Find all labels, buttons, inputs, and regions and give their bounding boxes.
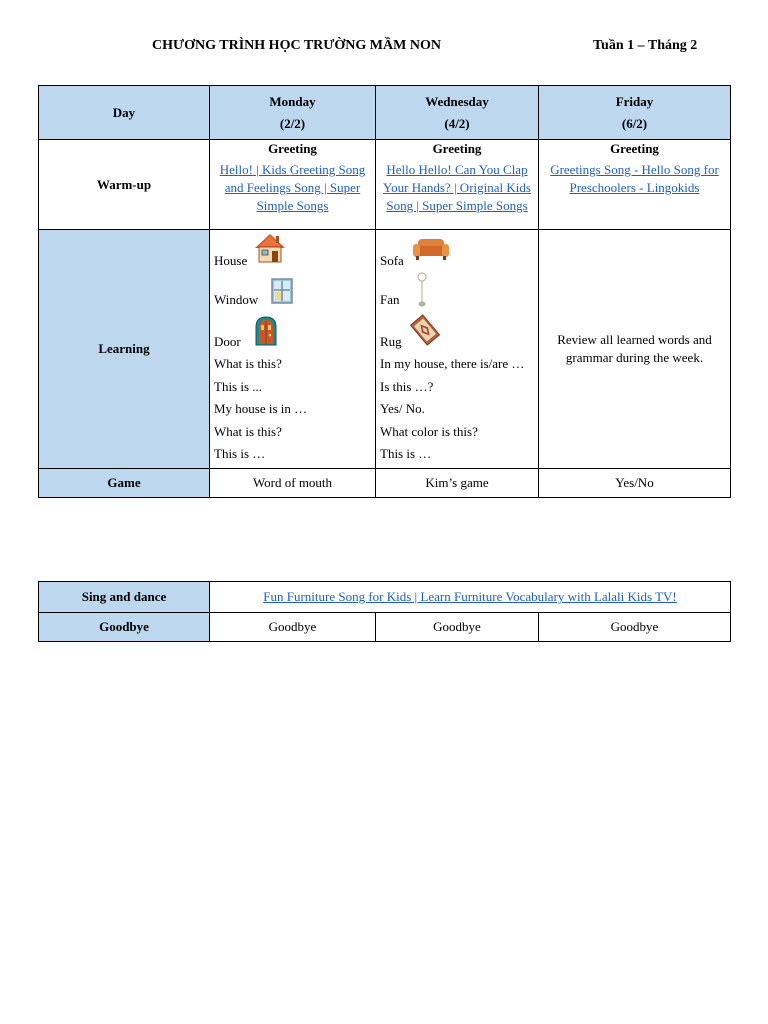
word-row: [214, 313, 371, 353]
door-icon: [254, 316, 278, 346]
sentence-line: Is this …?: [380, 378, 434, 394]
word-label: Rug: [380, 334, 402, 349]
day-name: Monday: [269, 93, 316, 109]
sentence-line: Yes/ No.: [380, 401, 425, 416]
lesson-plan-table: [38, 85, 731, 498]
word-row: [380, 272, 534, 313]
warmup-friday-link[interactable]: Greetings Song - Hello Song for Preschoolers - Lingokids: [550, 162, 719, 195]
week-label: Tuần 1 – Tháng 2: [593, 38, 698, 53]
game-monday: [210, 468, 376, 497]
goodbye-row: [39, 613, 731, 642]
game-label: Game: [107, 474, 141, 490]
learning-friday: [539, 230, 731, 469]
goodbye-monday: [210, 613, 376, 642]
sing-song-link[interactable]: Fun Furniture Song for Kids | Learn Furniture Vocabulary with Lalali Kids TV!: [263, 589, 677, 604]
day-date: (6/2): [621, 115, 648, 131]
fan-icon: [415, 272, 429, 308]
window-icon: [271, 278, 293, 304]
closing-activities-table: [38, 581, 731, 642]
goodbye-text: Goodbye: [268, 619, 317, 634]
page-title: CHƯƠNG TRÌNH HỌC TRƯỜNG MẦM NON: [152, 38, 441, 53]
sing-label-cell: [39, 582, 210, 613]
greeting-title: Greeting: [268, 141, 317, 156]
game-row: [39, 468, 731, 497]
learning-label: Learning: [98, 340, 150, 356]
game-wednesday: [376, 468, 539, 497]
word-label: Fan: [380, 292, 400, 307]
goodbye-label: Goodbye: [99, 619, 149, 634]
game-name: Yes/No: [615, 474, 654, 490]
warmup-monday-link[interactable]: Hello! | Kids Greeting Song and Feelings Song | Super Simple Songs: [219, 162, 366, 213]
day-header-row: [39, 86, 731, 140]
word-label: Sofa: [380, 253, 404, 268]
sofa-icon: [412, 236, 450, 262]
day-date: (2/2): [279, 115, 306, 131]
learning-monday: [210, 230, 376, 469]
warmup-monday: [210, 140, 376, 230]
learning-label-cell: [39, 230, 210, 469]
house-icon: [253, 232, 287, 264]
game-name: Kim’s game: [425, 474, 489, 490]
learning-row: [39, 230, 731, 469]
warmup-friday: [539, 140, 731, 230]
sentence-line: What color is this?: [380, 423, 478, 439]
rug-icon: [409, 314, 441, 346]
sentence-line: This is …: [214, 446, 266, 461]
day-name: Friday: [615, 93, 654, 109]
word-label: House: [214, 253, 248, 268]
word-label: Window: [214, 292, 259, 307]
warmup-wednesday-link[interactable]: Hello Hello! Can You Clap Your Hands? | Original Kids Song | Super Simple Songs: [383, 162, 531, 213]
word-row: [214, 232, 371, 272]
game-friday: [539, 468, 731, 497]
day-header-cell: [39, 86, 210, 140]
warmup-label-cell: [39, 140, 210, 230]
sing-label: Sing and dance: [81, 589, 167, 604]
sentence-line: This is …: [380, 446, 432, 461]
game-label-cell: [39, 468, 210, 497]
day-name: Wednesday: [425, 93, 489, 109]
review-text: Review all learned words and grammar during the week.: [557, 331, 712, 365]
warmup-row: [39, 140, 731, 230]
sing-row: [39, 582, 731, 613]
goodbye-label-cell: [39, 613, 210, 642]
sentence-line: In my house, there is/are …: [380, 356, 525, 371]
friday-header: [539, 86, 731, 140]
word-label: Door: [214, 334, 241, 349]
sing-cell: [210, 582, 731, 613]
word-row: [214, 272, 371, 313]
goodbye-text: Goodbye: [433, 619, 481, 634]
goodbye-friday: [539, 613, 731, 642]
greeting-title: Greeting: [432, 141, 482, 156]
word-row: [380, 313, 534, 353]
warmup-label: Warm-up: [96, 176, 152, 192]
sentence-line: What is this?: [214, 423, 282, 439]
sentence-line: This is ...: [214, 378, 263, 394]
learning-wednesday: [376, 230, 539, 469]
goodbye-wednesday: [376, 613, 539, 642]
word-row: [380, 232, 534, 272]
sentence-line: What is this?: [214, 356, 282, 371]
wednesday-header: [376, 86, 539, 140]
goodbye-text: Goodbye: [610, 619, 659, 634]
monday-header: [210, 86, 376, 140]
warmup-wednesday: [376, 140, 539, 230]
day-date: (4/2): [444, 115, 470, 131]
sentence-line: My house is in …: [214, 401, 308, 416]
day-label: Day: [112, 104, 136, 120]
greeting-title: Greeting: [610, 141, 659, 156]
game-name: Word of mouth: [252, 474, 333, 490]
